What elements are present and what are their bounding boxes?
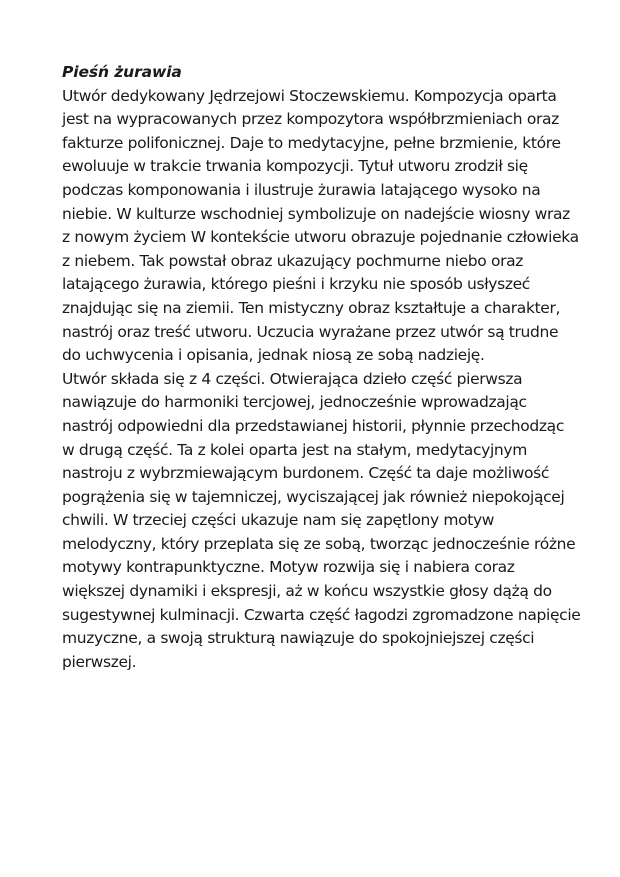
text-line: jest na wypracowanych przez kompozytora współbrzmieniach oraz <box>62 110 559 129</box>
text-line: nastrój oraz treść utworu. Uczucia wyrażane przez utwór są trudne <box>62 322 559 341</box>
text-line: latającego żurawia, którego pieśni i krzyku nie sposób usłyszeć <box>62 275 530 294</box>
text-line: podczas komponowania i ilustruje żurawia latającego wysoko na <box>62 180 541 199</box>
text-line: nawiązuje do harmoniki tercjowej, jednocześnie wprowadzając <box>62 393 527 412</box>
text-line: fakturze polifonicznej. Daje to medytacyjne, pełne brzmienie, które <box>62 133 561 152</box>
text-line: chwili. W trzeciej części ukazuje nam się zapętlony motyw <box>62 511 495 530</box>
text-line: do uchwycenia i opisania, jednak niosą ze sobą nadzieję. <box>62 346 485 365</box>
text-line: motywy kontrapunktyczne. Motyw rozwija się i nabiera coraz <box>62 558 515 577</box>
text-line: niebie. W kulturze wschodniej symbolizuje on nadejście wiosny wraz <box>62 204 570 223</box>
text-line: ewoluuje w trakcie trwania kompozycji. Tytuł utworu zrodził się <box>62 157 528 176</box>
text-line: Utwór składa się z 4 części. Otwierająca dzieło część pierwsza <box>62 369 523 388</box>
text-line: pierwszej. <box>62 652 137 671</box>
text-line: w drugą część. Ta z kolei oparta jest na stałym, medytacyjnym <box>62 440 527 459</box>
text-line: sugestywnej kulminacji. Czwarta część łagodzi zgromadzone napięcie <box>62 605 581 624</box>
document-page <box>62 61 602 674</box>
paragraph-structure <box>62 368 602 675</box>
text-line: melodyczny, który przeplata się ze sobą, tworząc jednocześnie różne <box>62 534 576 553</box>
text-line: nastrój odpowiedni dla przedstawianej historii, płynnie przechodząc <box>62 416 564 435</box>
text-line: nastroju z wybrzmiewającym burdonem. Część ta daje możliwość <box>62 464 550 483</box>
text-line: pogrążenia się w tajemniczej, wyciszającej jak również niepokojącej <box>62 487 565 506</box>
text-line: znajdując się na ziemii. Ten mistyczny obraz kształtuje a charakter, <box>62 298 561 317</box>
text-line: z nowym życiem W kontekście utworu obrazuje pojednanie człowieka <box>62 228 579 247</box>
paragraph-dedication <box>62 85 602 368</box>
document-title: Pieśń żurawia <box>62 63 182 81</box>
text-line: większej dynamiki i ekspresji, aż w końcu wszystkie głosy dążą do <box>62 582 552 601</box>
text-line: Utwór dedykowany Jędrzejowi Stoczewskiemu. Kompozycja oparta <box>62 86 557 105</box>
text-line: muzyczne, a swoją strukturą nawiązuje do spokojniejszej części <box>62 629 535 648</box>
text-line: z niebem. Tak powstał obraz ukazujący pochmurne niebo oraz <box>62 251 524 270</box>
